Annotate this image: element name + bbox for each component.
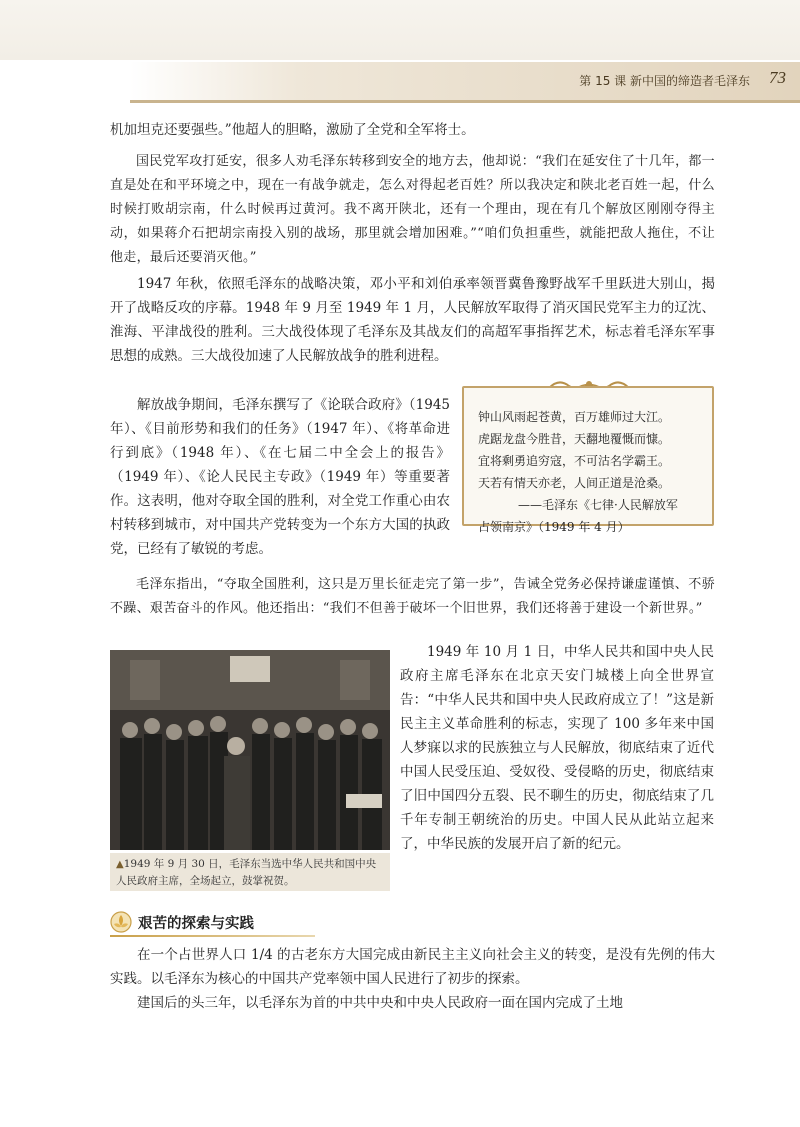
poem-attribution-1: ——毛泽东《七律·人民解放军 — [518, 498, 678, 512]
poem-box — [462, 386, 714, 534]
caption-triangle-icon: ▲ — [116, 859, 124, 870]
poem-line-2: 虎踞龙盘今胜昔，天翻地覆慨而慷。 — [478, 432, 671, 446]
poem-line-1: 钟山风雨起苍黄，百万雄师过大江。 — [478, 410, 671, 424]
paragraph-1: 机加坦克还要强些。”他超人的胆略，激励了全党和全军将士。 — [110, 122, 475, 138]
section-title: 艰苦的探索与实践 — [138, 915, 254, 932]
section-underline — [110, 935, 315, 937]
poem-line-3: 宜将剩勇追穷寇，不可沽名学霸王。 — [478, 454, 671, 468]
top-margin-band — [0, 0, 800, 60]
photo-caption — [110, 853, 390, 891]
running-header-lesson: 第 15 课 新中国的缔造者毛泽东 — [579, 74, 750, 88]
poem-attribution-2: 占领南京》（1949 年 4 月） — [478, 520, 630, 534]
paragraph-4: 解放战争期间，毛泽东撰写了《论联合政府》（1945 年）、《目前形势和我们的任务》（1947 年）、《将革命进行到底》（1948 年）、《在七届二中全会上的报告》（1949 年）、《论人民民主专政》（1949 年）等重要著作。这表明，他对夺取全国的胜利，对全党工作重心由农村转移到城市，对中国共产党转变为一个东方大国的执政党，已经有了敏锐的考虑。 — [110, 397, 450, 557]
paragraph-3: 1947 年秋，依照毛泽东的战略决策，邓小平和刘伯承率领晋冀鲁豫野战军千里跃进大别山，揭开了战略反攻的序幕。1948 年 9 月至 1949 年 1 月，人民解放军取得了消灭国民党军主力的辽沈、淮海、平津战役的胜利。三大战役体现了毛泽东及其战友们的高超军事指挥艺术，标志着毛泽东军事思想的成熟。三大战役加速了人民解放战争的胜利进程。 — [110, 276, 715, 364]
section-heading — [110, 910, 315, 934]
paragraph-7: 在一个占世界人口 1/4 的古老东方大国完成由新民主主义向社会主义的转变，是没有先例的伟大实践。以毛泽东为核心的中国共产党率领中国人民进行了初步的探索。 — [110, 947, 715, 987]
paragraph-6: 1949 年 10 月 1 日，中华人民共和国中央人民政府主席毛泽东在北京天安门城楼上向全世界宣告：“中华人民共和国中央人民政府成立了！”这是新民主主义革命胜利的标志，实现了 100 多年来中国人梦寐以求的民族独立与人民解放，彻底结束了近代中国人民受压迫、受奴役、受侵略的历史，彻底结束了旧中国四分五裂、民不聊生的历史，彻底结束了几千年专制王朝统治的历史。中国人民从此站立起来了，中华民族的发展开启了新的纪元。 — [400, 644, 714, 852]
poem-line-4: 天若有情天亦老，人间正道是沧桑。 — [478, 476, 671, 490]
lotus-emblem-icon — [110, 911, 132, 933]
paragraph-8: 建国后的头三年，以毛泽东为首的中共中央和中央人民政府一面在国内完成了土地 — [137, 995, 623, 1011]
paragraph-5-quote: 毛泽东指出，“夺取全国胜利，这只是万里长征走完了第一步”，告诫全党务必保持谦虚谨慎、不骄不躁、艰苦奋斗的作风。他还指出：“我们不但善于破坏一个旧世界，我们还将善于建设一个新世界。” — [110, 577, 715, 616]
caption-text: 1949 年 9 月 30 日，毛泽东当选中华人民共和国中央人民政府主席，全场起立，鼓掌祝贺。 — [116, 858, 377, 887]
paragraph-2-quote: 国民党军攻打延安，很多人劝毛泽东转移到安全的地方去，他却说：“我们在延安住了十几年，都一直是处在和平环境之中，现在一有战争就走，怎么对得起老百姓？所以我决定和陕北老百姓一起，什么时候打败胡宗南，什么时候再过黄河。我不离开陕北，还有一个理由，现在有几个解放区刚刚夺得主动，如果蒋介石把胡宗南投入别的战场，那里就会增加困难。”“咱们负担重些，就能把敌人拖住，不让他走，最后还要消灭他。” — [110, 154, 715, 265]
page-number: 73 — [769, 68, 786, 87]
historical-photo — [110, 650, 390, 850]
crowd-photo-icon — [110, 650, 390, 850]
